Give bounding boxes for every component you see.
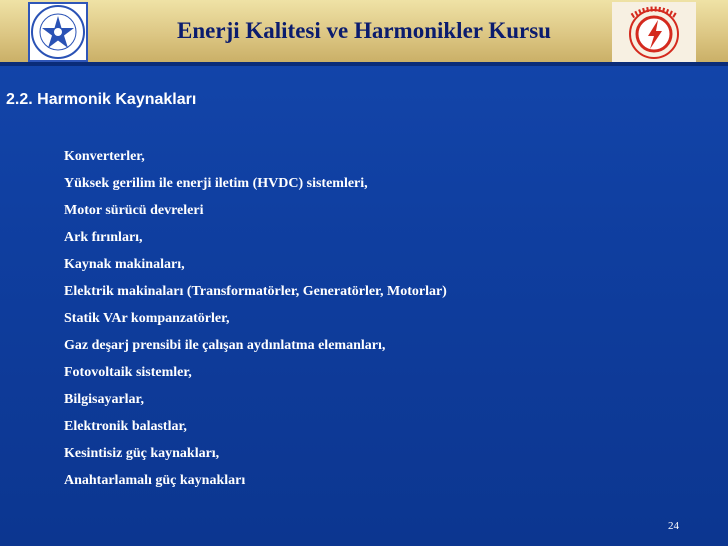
header-divider bbox=[0, 62, 728, 66]
list-item: Elektrik makinaları (Transformatörler, Generatörler, Motorlar) bbox=[64, 284, 447, 299]
list-item: Statik VAr kompanzatörler, bbox=[64, 311, 230, 326]
list-item: Kaynak makinaları, bbox=[64, 257, 185, 272]
harmonic-sources-list bbox=[64, 147, 447, 498]
list-item: Ark fırınları, bbox=[64, 230, 143, 245]
list-item: Kesintisiz güç kaynakları, bbox=[64, 446, 220, 461]
list-item: Elektronik balastlar, bbox=[64, 419, 187, 434]
header-banner bbox=[0, 0, 728, 64]
list-item: Anahtarlamalı güç kaynakları bbox=[64, 473, 246, 488]
lightning-bolt-logo-icon bbox=[612, 2, 696, 62]
list-item: Motor sürücü devreleri bbox=[64, 203, 204, 218]
page-number: 24 bbox=[668, 520, 679, 532]
list-item: Bilgisayarlar, bbox=[64, 392, 144, 407]
list-item: Konverterler, bbox=[64, 149, 145, 164]
list-item: Gaz deşarj prensibi ile çalışan aydınlatma elemanları, bbox=[64, 338, 386, 353]
list-item: Yüksek gerilim ile enerji iletim (HVDC) sistemleri, bbox=[64, 176, 368, 191]
list-item: Fotovoltaik sistemler, bbox=[64, 365, 192, 380]
slide-title: Enerji Kalitesi ve Harmonikler Kursu bbox=[177, 18, 551, 43]
section-heading: 2.2. Harmonik Kaynakları bbox=[6, 91, 197, 108]
